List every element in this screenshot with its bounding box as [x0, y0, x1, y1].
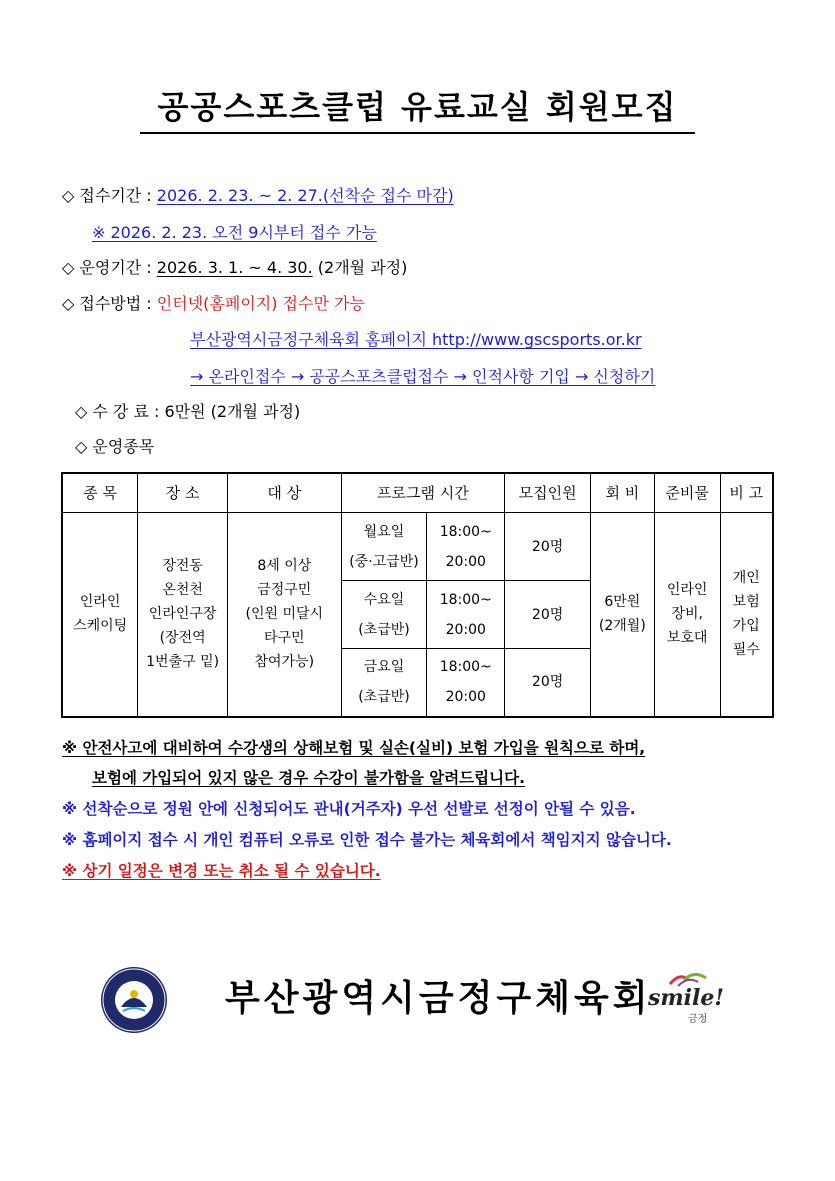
reception-dates: 2026. 2. 23. ~ 2. 27.(선착순 접수 마감): [156, 186, 454, 205]
session-day: 수요일 (초급반): [341, 581, 427, 649]
homepage-link[interactable]: 부산광역시금정구체육회 홈페이지 http://www.gscsports.or.kr: [190, 330, 642, 349]
header-target: 대 상: [227, 473, 341, 513]
application-method: ◇ 접수방법 : 인터넷(홈페이지) 접수만 가능: [62, 294, 365, 313]
seal-emblem-icon: [101, 967, 167, 1033]
method-online-only: 인터넷(홈페이지) 접수만 가능: [156, 294, 365, 313]
header-fee: 회 비: [590, 473, 654, 513]
session-time: 18:00~ 20:00: [427, 649, 505, 717]
page-title: 공공스포츠클럽 유료교실 회원모집: [0, 82, 835, 134]
place-cell: 장전동 온천천 인라인구장 (장전역 1번출구 밑): [138, 513, 228, 717]
table-header-row: [62, 473, 773, 513]
smile-logo-subtitle: 금정: [688, 1014, 708, 1025]
header-remark: 비 고: [720, 473, 773, 513]
target-cell: 8세 이상 금정구민 (인원 미달시 타구민 참여가능): [227, 513, 341, 717]
session-count: 20명: [505, 649, 591, 717]
session-count: 20명: [505, 513, 591, 581]
session-time: 18:00~ 20:00: [427, 513, 505, 581]
note-insurance-cont: 보험에 가입되어 있지 않은 경우 수강이 불가함을 알려드립니다.: [92, 769, 525, 787]
header-sport: 종 목: [62, 473, 138, 513]
session-day: 금요일 (초급반): [341, 649, 427, 717]
header-count: 모집인원: [505, 473, 591, 513]
remark-cell: 개인 보험 가입 필수: [720, 513, 773, 717]
reception-note: ※ 2026. 2. 23. 오전 9시부터 접수 가능: [92, 223, 377, 242]
fee-cell: 6만원 (2개월): [590, 513, 654, 717]
session-count: 20명: [505, 581, 591, 649]
equipment-cell: 인라인 장비, 보호대: [654, 513, 720, 717]
smile-arc-icon: [668, 970, 708, 988]
table-row: [62, 513, 773, 581]
reception-period: ◇ 접수기간 : 2026. 2. 23. ~ 2. 27.(선착순 접수 마감): [62, 186, 454, 205]
sport-cell: 인라인 스케이팅: [62, 513, 138, 717]
note-change: ※ 상기 일정은 변경 또는 취소 될 수 있습니다.: [62, 862, 381, 880]
note-liability: ※ 홈페이지 접수 시 개인 컴퓨터 오류로 인한 접수 불가는 체육회에서 책임지지 않습니다.: [62, 831, 672, 849]
note-priority: ※ 선착순으로 정원 안에 신청되어도 관내(거주자) 우선 선발로 선정이 안될 수 있음.: [62, 800, 636, 818]
operation-period: ◇ 운영기간 : 2026. 3. 1. ~ 4. 30. (2개월 과정): [62, 258, 408, 277]
application-path: → 온라인접수 → 공공스포츠클럽접수 → 인적사항 기입 → 신청하기: [190, 367, 656, 386]
smile-logo: smile!: [648, 985, 725, 1011]
program-table: [61, 472, 774, 718]
sports-heading: ◇ 운영종목: [75, 437, 155, 456]
header-time: 프로그램 시간: [341, 473, 505, 513]
tuition-fee: ◇ 수 강 료 : 6만원 (2개월 과정): [75, 402, 301, 421]
note-insurance: ※ 안전사고에 대비하여 수강생의 상해보험 및 실손(실비) 보험 가입을 원칙으로 하며,: [62, 739, 646, 757]
header-equipment: 준비물: [654, 473, 720, 513]
council-seal-logo: [101, 967, 167, 1033]
header-place: 장 소: [138, 473, 228, 513]
session-time: 18:00~ 20:00: [427, 581, 505, 649]
organization-name: 부산광역시금정구체육회: [225, 978, 652, 1019]
session-day: 월요일 (중·고급반): [341, 513, 427, 581]
